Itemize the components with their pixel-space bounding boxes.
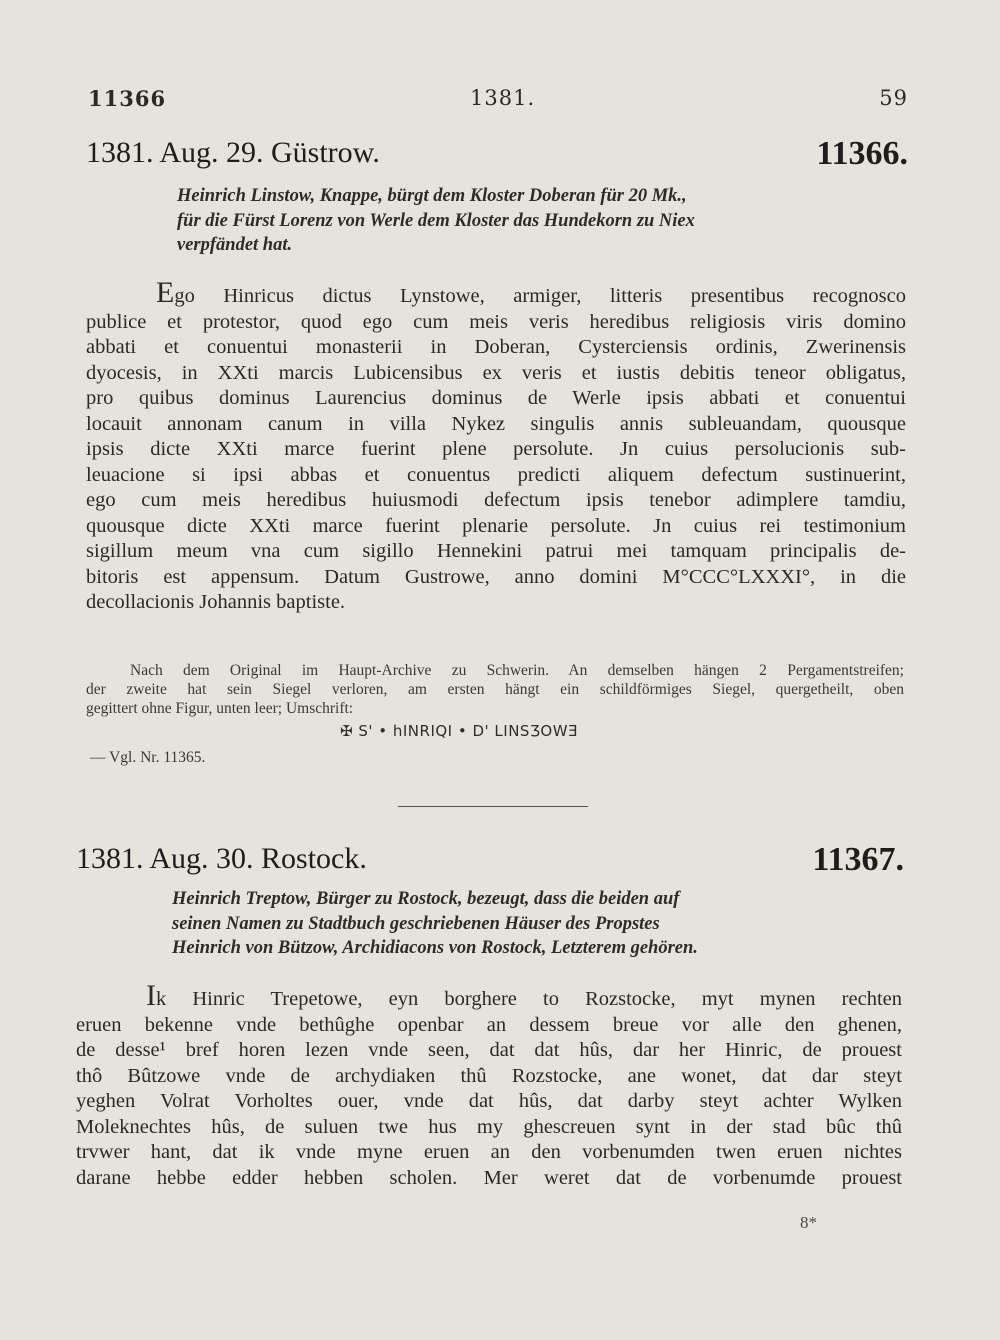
seal-legend: ✠ S' • hINRIQI • D' LINSƷOWƎ xyxy=(340,722,579,740)
doc2-body xyxy=(76,979,902,1191)
doc2-body-line: Ik Hinric Trepetowe, eyn borghere to Rozstocke, myt mynen rechten xyxy=(146,979,902,1012)
running-header-doc-number: 11366 xyxy=(88,86,167,111)
running-header-year: 1381. xyxy=(470,86,536,110)
doc1-body-line: decollacionis Johannis baptiste. xyxy=(86,591,346,613)
doc2-body-line: trvwer hant, dat ik vnde myne eruen an den vorbenumden twen eruen nichtes xyxy=(76,1141,902,1163)
doc1-number: 11366. xyxy=(816,135,908,172)
doc1-body-line: pro quibus dominus Laurencius dominus de Werle ipsis abbati et conuentui xyxy=(86,387,906,409)
doc1-note-line: gegittert ohne Figur, unten leer; Umschrift: xyxy=(86,700,354,717)
doc1-regest xyxy=(177,184,695,258)
doc1-heading: 1381. Aug. 29. Güstrow. xyxy=(86,136,380,169)
doc2-regest xyxy=(172,887,698,961)
doc2-regest-line: Heinrich Treptow, Bürger zu Rostock, bezeugt, dass die beiden auf xyxy=(172,889,680,909)
doc2-body-line: eruen bekenne vnde bethûghe openbar an dessem breue vor alle den ghenen, xyxy=(76,1013,902,1036)
doc1-body-line: quousque dicte XXti marce fuerint plenarie persolute. Jn cuius rei testimonium xyxy=(86,514,906,537)
doc1-body-line: ipsis dicte XXti marce fuerint plene persolute. Jn cuius persolucionis sub- xyxy=(86,438,906,460)
doc1-body-line: dyocesis, in XXti marcis Lubicensibus ex veris et iustis debitis teneor obligatus, xyxy=(86,361,906,384)
doc1-note-line: Nach dem Original im Haupt-Archive zu Schwerin. An demselben hängen 2 Pergamentstreifen; xyxy=(130,662,904,679)
doc1-body-line: locauit annonam canum in villa Nykez singulis annis subleuandam, quousque xyxy=(86,412,906,435)
doc2-body-line: darane hebbe edder hebben scholen. Mer weret dat de vorbenumde prouest xyxy=(76,1166,902,1189)
doc2-regest-line: Heinrich von Bützow, Archidiacons von Rostock, Letzterem gehören. xyxy=(172,938,698,958)
doc1-source-note xyxy=(86,661,904,718)
doc1-body-line: publice et protestor, quod ego cum meis veris heredibus religiosis viris domino xyxy=(86,310,906,333)
doc2-body-line: yeghen Volrat Vorholtes ouer, vnde dat hûs, dat darby steyt achter Wylken xyxy=(76,1090,902,1112)
doc2-body-line: thô Bûtzowe vnde de archydiaken thû Rozstocke, ane wonet, dat dar steyt xyxy=(76,1064,902,1087)
doc2-number: 11367. xyxy=(812,841,904,878)
doc2-initial: I xyxy=(146,979,156,1012)
page-number: 59 xyxy=(879,86,908,110)
doc1-cross-reference: — Vgl. Nr. 11365. xyxy=(90,749,206,766)
doc1-body xyxy=(86,276,906,616)
doc2-regest-line: seinen Namen zu Stadtbuch geschriebenen Häuser des Propstes xyxy=(172,913,660,934)
doc1-body-line: abbati et conuentui monasterii in Doberan, Cysterciensis ordinis, Zwerinensis xyxy=(86,336,906,358)
signature-mark: 8* xyxy=(800,1213,817,1232)
doc1-body-line: bitoris est appensum. Datum Gustrowe, anno domini M°CCC°LXXXI°, in die xyxy=(86,565,906,588)
doc1-body-line: ego cum meis heredibus huiusmodi defectum ipsis tenebor adimplere tamdiu, xyxy=(86,489,906,511)
doc2-heading: 1381. Aug. 30. Rostock. xyxy=(76,842,367,875)
doc1-regest-line: Heinrich Linstow, Knappe, bürgt dem Kloster Doberan für 20 Mk., xyxy=(177,186,687,206)
doc1-initial: E xyxy=(156,276,175,309)
separator-rule xyxy=(398,806,588,807)
doc1-regest-line: für die Fürst Lorenz von Werle dem Kloster das Hundekorn zu Niex xyxy=(177,210,695,231)
doc2-body-line: Moleknechtes hûs, de suluen twe hus my ghescreuen synt in der stad bûc thû xyxy=(76,1115,902,1138)
doc1-note-line: der zweite hat sein Siegel verloren, am ersten hängt ein schildförmiges Siegel, quergetheilt, oben xyxy=(86,681,904,698)
doc1-body-line: leuacione si ipsi abbas et conuentus predicti aliquem defectum sustinuerint, xyxy=(86,463,906,486)
doc1-body-line: sigillum meum vna cum sigillo Hennekini patrui mei tamquam principalis de- xyxy=(86,540,906,562)
doc2-body-line: de desse¹ bref horen lezen vnde seen, dat dat hûs, dar her Hinric, de prouest xyxy=(76,1039,902,1061)
doc1-regest-line: verpfändet hat. xyxy=(177,235,293,255)
doc1-body-line: Ego Hinricus dictus Lynstowe, armiger, litteris presentibus recognosco xyxy=(156,276,906,309)
